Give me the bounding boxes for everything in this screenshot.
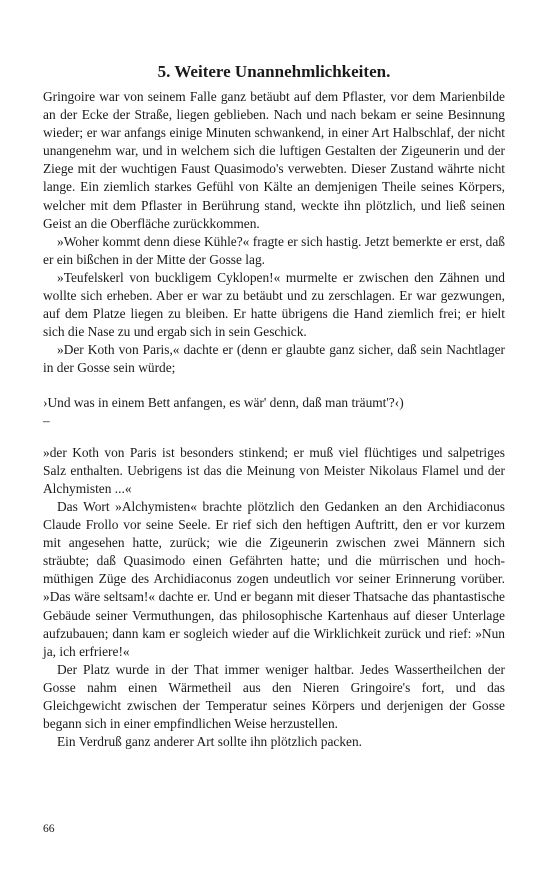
paragraph-2: »Woher kommt denn diese Kühle?« fragte er sich hastig. Jetzt bemerkte er erst, daß er ein bißchen in der Mitte der Gosse lag. <box>43 233 505 267</box>
paragraph-7: Der Platz wurde in der That immer weniger haltbar. Jedes Wassertheilchen der Gosse nahm einen Wärmetheil aus den Nieren Gringoire's fort, und das Gleichgewicht zwischen der Temperatur seines Körpers und derjenigen der Gosse begann sich in einer empfindlichen Weise herzustellen. <box>43 661 505 732</box>
paragraph-4: »Der Koth von Paris,« dachte er (denn er glaubte ganz sicher, daß sein Nachtlager in der Gosse sein würde; <box>43 342 505 376</box>
page-number: 66 <box>43 823 55 835</box>
verse-line: ›Und was in einem Bett anfangen, es wär' denn, daß man träumt'?‹) <box>43 394 404 410</box>
paragraph-3: »Teufelskerl von buckligem Cyklopen!« murmelte er zwischen den Zähnen und wollte sich erheben. Aber er war zu betäubt und zu zerschlagen. Er war gezwungen, auf dem Platze liegen zu bleiben. Er hatte übrigens die Hand ziemlich frei; er hielt sich die Nase zu und ergab sich in sein Geschick. <box>43 269 505 340</box>
paragraph-8: Ein Verdruß ganz anderer Art sollte ihn plötzlich packen. <box>57 734 363 750</box>
verse-dash: – <box>43 412 50 428</box>
chapter-title: 5. Weitere Unannehmlichkeiten. <box>157 62 391 81</box>
paragraph-1: Gringoire war von seinem Falle ganz betäubt auf dem Pflaster, vor dem Marienbilde an der Ecke der Straße, liegen geblieben. Nach und nach bekam er seine Besinnung wieder; er war anfangs einige Minuten schwankend, in einer Art Halbschlaf, der nicht unangenehm war, und in welchem sich die luftigen Gestalten der Zigeunerin und der Ziege mit der wuchtigen Faust Quasimodo's verwebten. Dieser Zustand währte nicht lange. Ein ziemlich starkes Gefühl von Kälte an demjenigen Theile seines Körpers, welcher mit dem Pflaster in Berührung stand, weckte ihn plötzlich, und ließ seinen Geist an die Oberfläche zurückkommen. <box>43 89 505 231</box>
paragraph-5: »der Koth von Paris ist besonders stinkend; er muß viel flüchtiges und salpetriges Salz enthalten. Uebrigens ist das die Meinung von Meister Nikolaus Flamel und der Alchymisten ...« <box>43 444 505 496</box>
book-page <box>43 62 505 751</box>
paragraph-6: Das Wort »Alchymisten« brachte plötzlich den Gedanken an den Archidiaconus Claude Frollo vor seine Seele. Er rief sich den heftigen Auftritt, den er vor kurzem mit angesehen hatte, zurück; wie die Zigeunerin zwischen zwei Männern sich sträubte; daß Quasimodo einen Gefährten hatte; und die mürrischen und hochmüthigen Züge des Archidiaconus zogen undeutlich vor seiner Erinnerung vorüber. »Das wäre seltsam!« dachte er. Und er begann mit dieser Thatsache das phantastische Gebäude seiner Vermuthungen, das philosophische Kartenhaus auf dieser Unterlage aufzubauen; dann kam er sogleich wieder auf die Wirklichkeit zurück und rief: »Nun ja, ich erfriere!« <box>43 498 505 659</box>
